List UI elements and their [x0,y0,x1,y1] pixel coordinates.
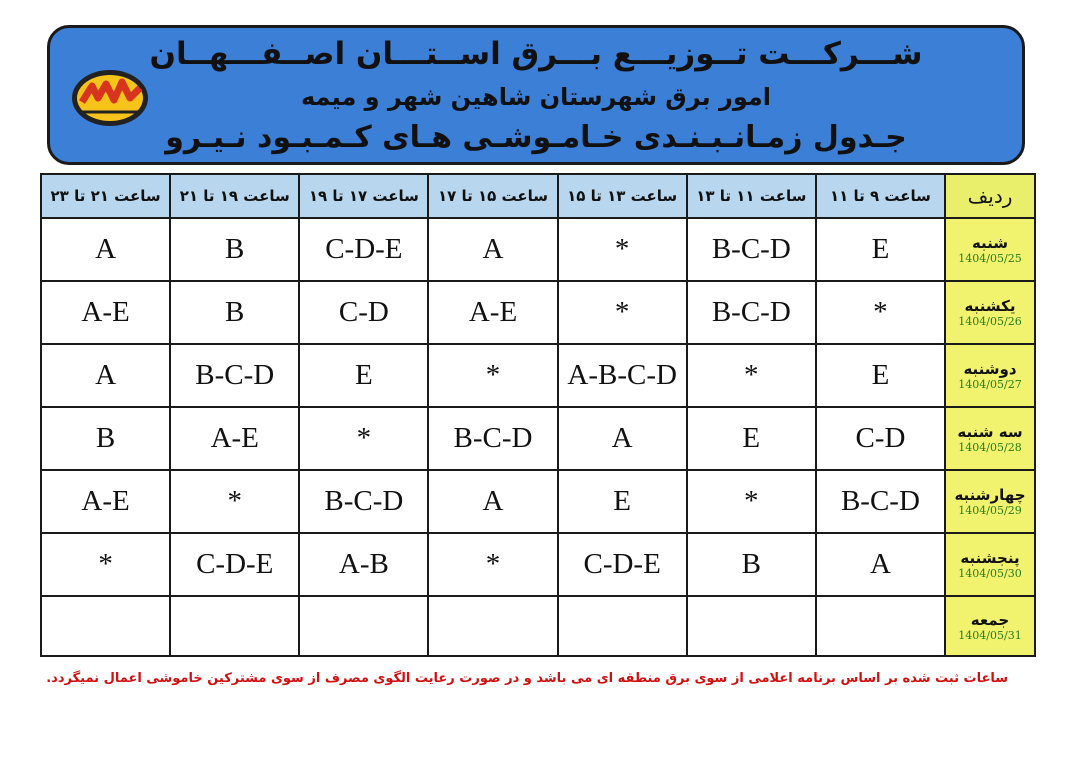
outage-cell: A [816,533,945,596]
day-cell [945,533,1035,596]
day-name: سه شنبه [957,423,1023,442]
outage-cell: A [428,218,557,281]
outage-cell: A-B-C-D [558,344,687,407]
outage-cell: B-C-D [687,218,816,281]
outage-cell: * [816,281,945,344]
table-row [41,344,1035,407]
outage-cell: B [41,407,170,470]
column-header: ساعت ۱۳ تا ۱۵ [558,174,687,218]
column-header: ساعت ۱۱ تا ۱۳ [687,174,816,218]
table-header-row [41,174,1035,218]
outage-cell: A-E [41,470,170,533]
outage-cell: E [558,470,687,533]
day-name: یکشنبه [964,297,1016,316]
day-cell [945,218,1035,281]
day-date: 1404/05/30 [958,567,1022,581]
outage-cell: C-D-E [558,533,687,596]
day-cell [945,281,1035,344]
outage-cell: A [41,218,170,281]
day-name: پنجشنبه [960,549,1020,568]
column-header: ساعت ۱۷ تا ۱۹ [299,174,428,218]
outage-cell: A [41,344,170,407]
outage-cell: B [170,281,299,344]
outage-cell [299,596,428,656]
footer-note: ساعات ثبت شده بر اساس برنامه اعلامی از سوی برق منطقه ای می باشد و در صورت رعایت الگوی مصرف از سوی مشترکین خاموشی اعمال نمیگردد. [46,671,1008,686]
outage-cell: C-D [299,281,428,344]
day-name: جمعه [970,610,1010,629]
department-title: امور برق شهرستان شاهین شهر و میمه [301,83,771,111]
row-header-label: ردیف [945,174,1035,218]
outage-cell: B-C-D [428,407,557,470]
outage-cell: B [170,218,299,281]
outage-cell: B [687,533,816,596]
outage-cell: A-B [299,533,428,596]
day-date: 1404/05/29 [958,504,1022,518]
day-cell [945,470,1035,533]
day-cell [945,596,1035,656]
column-header: ساعت ۹ تا ۱۱ [816,174,945,218]
day-date: 1404/05/27 [958,378,1022,392]
outage-cell: * [170,470,299,533]
day-cell [945,407,1035,470]
table-row [41,407,1035,470]
outage-cell: * [428,533,557,596]
day-date: 1404/05/26 [958,315,1022,329]
outage-cell [41,596,170,656]
day-date: 1404/05/25 [958,252,1022,266]
table-row [41,281,1035,344]
column-header: ساعت ۱۹ تا ۲۱ [170,174,299,218]
outage-cell: * [558,218,687,281]
table-row [41,218,1035,281]
outage-cell: A [428,470,557,533]
day-name: دوشنبه [963,360,1017,379]
outage-cell: C-D-E [170,533,299,596]
table-row [41,596,1035,656]
outage-cell: * [558,281,687,344]
outage-cell: E [299,344,428,407]
table-row [41,533,1035,596]
day-cell [945,344,1035,407]
outage-cell: A [558,407,687,470]
table-row [41,470,1035,533]
outage-cell: * [41,533,170,596]
column-header: ساعت ۱۵ تا ۱۷ [428,174,557,218]
outage-cell [687,596,816,656]
outage-cell: E [816,344,945,407]
outage-cell: C-D-E [299,218,428,281]
outage-cell: A-E [428,281,557,344]
outage-cell: * [687,470,816,533]
outage-cell: C-D [816,407,945,470]
column-header: ساعت ۲۱ تا ۲۳ [41,174,170,218]
header-banner [47,25,1025,165]
outage-cell: * [299,407,428,470]
outage-cell: * [687,344,816,407]
power-company-logo-icon [70,68,150,128]
day-name: شنبه [971,234,1009,253]
outage-cell [170,596,299,656]
day-name: چهارشنبه [954,486,1026,505]
company-title: شـــرکـــت تــوزیـــع بـــرق اســتـــان اصــفـــهــان [149,36,923,72]
day-date: 1404/05/31 [958,628,1022,642]
outage-cell: E [687,407,816,470]
outage-schedule-table [40,173,1036,657]
outage-cell: B-C-D [299,470,428,533]
outage-cell: B-C-D [816,470,945,533]
outage-cell: B-C-D [687,281,816,344]
outage-cell: A-E [170,407,299,470]
outage-cell [816,596,945,656]
outage-cell [428,596,557,656]
outage-cell: B-C-D [170,344,299,407]
outage-cell [558,596,687,656]
day-date: 1404/05/28 [958,441,1022,455]
outage-cell: * [428,344,557,407]
outage-cell: E [816,218,945,281]
outage-cell: A-E [41,281,170,344]
schedule-title: جـدول زمـانـبـنـدی خـامـوشـی هـای کـمـبـود نـیـرو [165,120,907,155]
